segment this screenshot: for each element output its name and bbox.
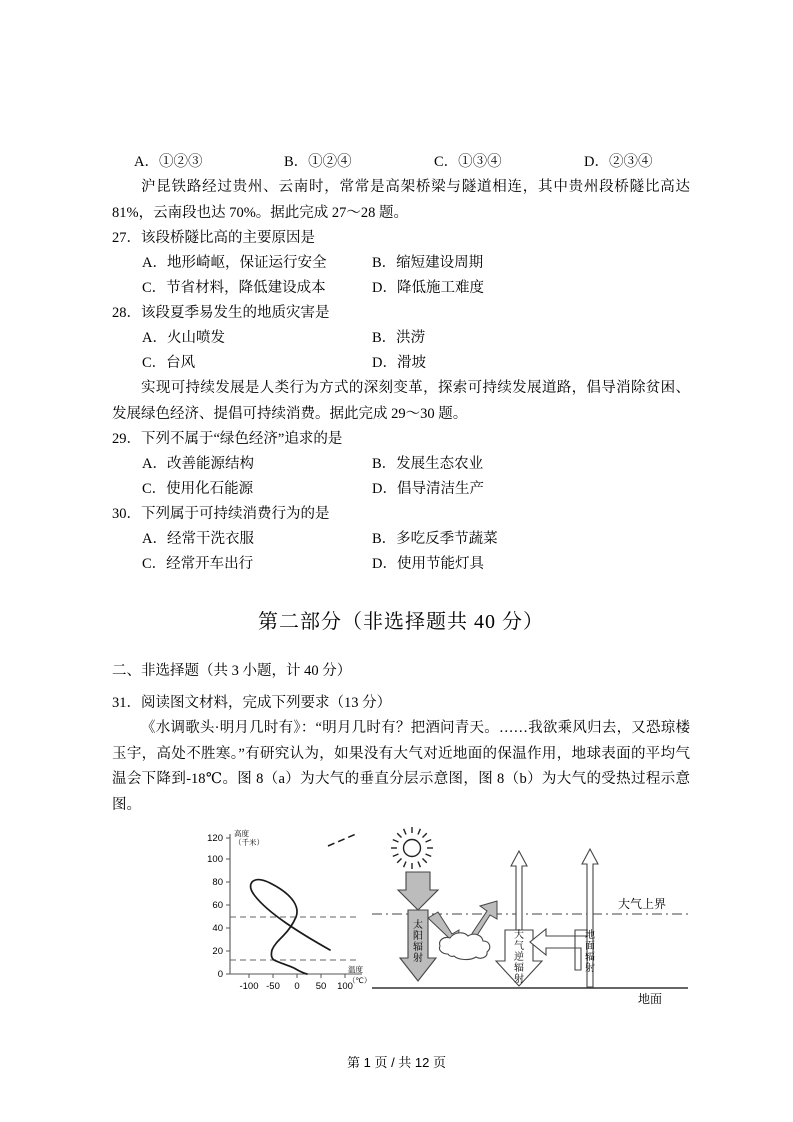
question-28-option-c[interactable]: C．台风: [142, 355, 196, 371]
svg-text:阳: 阳: [413, 931, 423, 942]
answer-row-previous-question: [112, 150, 690, 175]
svg-text:-50: -50: [266, 981, 280, 992]
svg-text:20: 20: [212, 946, 223, 957]
svg-text:（千米）: （千米）: [234, 838, 264, 847]
question-30-stem: [112, 502, 690, 527]
svg-text:温度: 温度: [348, 965, 363, 974]
question-27-option-c[interactable]: C．节省材料，降低建设成本: [142, 280, 326, 296]
question-30-text: 下列属于可持续消费行为的是: [141, 506, 330, 522]
question-27-option-d[interactable]: D．降低施工难度: [372, 280, 484, 296]
question-30-options-row-2: [112, 552, 690, 577]
svg-text:0: 0: [217, 969, 223, 980]
question-30-option-c[interactable]: C．经常开车出行: [142, 556, 254, 572]
question-27-number: 27．: [112, 230, 141, 246]
question-28-text: 该段夏季易发生的地质灾害是: [141, 305, 330, 321]
y-axis-ticks: [226, 838, 230, 974]
svg-text:气: 气: [514, 941, 524, 952]
svg-text:太: 太: [413, 920, 423, 931]
page-content: [112, 150, 690, 1016]
figure-8a-atmosphere-vertical-layers: [190, 826, 370, 1011]
svg-text:40: 40: [212, 923, 223, 934]
question-29-options-row-2: [112, 477, 690, 502]
question-27-stem: [112, 226, 690, 251]
part-two-title: 第二部分（非选择题共 40 分）: [258, 611, 544, 633]
svg-text:60: 60: [212, 900, 223, 911]
ground-label: 地面: [638, 992, 663, 1006]
question-29-stem: [112, 427, 690, 452]
question-28-option-d[interactable]: D．滑坡: [372, 355, 426, 371]
question-29-text: 下列不属于“绿色经济”追求的是: [141, 431, 343, 447]
svg-text:120: 120: [207, 833, 223, 844]
svg-text:高度: 高度: [234, 829, 249, 838]
svg-text:面: 面: [585, 941, 595, 952]
question-30-number: 30．: [112, 506, 141, 522]
svg-text:射: 射: [585, 963, 595, 974]
question-31-body: 《水调歌头·明月几时有》：“明月几时有？把酒问青天。……我欲乘风归去，又恐琼楼玉宇，高处不胜寒。”有研究认为，如果没有大气对近地面的保温作用，地球表面的平均气温会下降到-18℃。图 8（a）为大气的垂直分层示意图，图 8（b）为大气的受热过程示意图。: [112, 720, 690, 813]
answer-option-a[interactable]: A．①②③: [134, 154, 203, 170]
question-29-option-b[interactable]: B．发展生态农业: [372, 456, 484, 472]
svg-text:射: 射: [514, 974, 524, 985]
svg-text:辐: 辐: [514, 963, 524, 974]
section-heading-non-choice: 二、非选择题（共 3 小题，计 40 分）: [112, 663, 352, 679]
figure-8-group: [112, 826, 690, 1016]
passage-27-28: 沪昆铁路经过贵州、云南时，常常是高架桥梁与隧道相连，其中贵州段桥隧比高达 81%，云南段也达 70%。据此完成 27～28 题。: [112, 179, 690, 221]
svg-text:辐: 辐: [585, 952, 595, 963]
y-axis-tick-labels: [207, 833, 223, 980]
y-axis-title: [234, 828, 264, 847]
svg-text:辐: 辐: [413, 942, 423, 953]
question-29-option-d[interactable]: D．倡导清洁生产: [372, 481, 484, 497]
svg-text:（℃）: （℃）: [348, 976, 370, 985]
svg-text:-100: -100: [239, 981, 259, 992]
question-27-options-row-2: [112, 276, 690, 301]
question-30-option-b[interactable]: B．多吃反季节蔬菜: [372, 531, 498, 547]
page-footer: [0, 1052, 793, 1071]
atmospheric-counter-radiation-label: [514, 928, 524, 985]
question-27-option-b[interactable]: B．缩短建设周期: [372, 255, 484, 271]
svg-text:射: 射: [413, 953, 423, 964]
question-28-option-a[interactable]: A．火山喷发: [142, 330, 225, 346]
question-29-options-row-1: [112, 452, 690, 477]
question-29-option-a[interactable]: A．改善能源结构: [142, 456, 254, 472]
temperature-profile-dashed-extension: [328, 834, 356, 846]
question-29-number: 29．: [112, 431, 141, 447]
figure-8b-svg: [370, 826, 690, 1011]
question-27-option-a[interactable]: A．地形崎岖，保证运行安全: [142, 255, 327, 271]
svg-text:100: 100: [337, 981, 353, 992]
svg-text:地: 地: [585, 930, 595, 941]
question-27-text: 该段桥隧比高的主要原因是: [141, 230, 315, 246]
footer-page-label: 第 1 页 / 共 12 页: [347, 1055, 446, 1070]
question-30-options-row-1: [112, 527, 690, 552]
answer-option-b[interactable]: B．①②④: [284, 154, 352, 170]
question-30-option-a[interactable]: A．经常干洗衣服: [142, 531, 254, 547]
svg-text:逆: 逆: [514, 952, 524, 963]
ground-radiation-label: [585, 928, 595, 974]
question-27-options-row-1: [112, 251, 690, 276]
question-29-option-c[interactable]: C．使用化石能源: [142, 481, 254, 497]
answer-option-c[interactable]: C．①③④: [434, 154, 502, 170]
passage-29-30: 实现可持续发展是人类行为方式的深刻变革，探索可持续发展道路，倡导消除贫困、发展绿色经济、提倡可持续消费。据此完成 29～30 题。: [112, 380, 690, 422]
atmosphere-top-label: 大气上界: [618, 897, 667, 911]
question-28-option-b[interactable]: B．洪涝: [372, 330, 426, 346]
question-28-number: 28．: [112, 305, 141, 321]
svg-text:0: 0: [294, 981, 300, 992]
svg-text:80: 80: [212, 877, 223, 888]
svg-text:50: 50: [315, 981, 327, 992]
question-28-stem: [112, 301, 690, 326]
spacer: [112, 684, 690, 691]
svg-text:100: 100: [207, 854, 223, 865]
x-axis-ticks: [249, 974, 345, 978]
question-28-options-row-2: [112, 351, 690, 376]
answer-option-d[interactable]: D．②③④: [584, 154, 653, 170]
question-30-option-d[interactable]: D．使用节能灯具: [372, 556, 484, 572]
x-axis-tick-labels: [239, 981, 352, 992]
cloud-icon: [439, 933, 489, 960]
question-31-title: 31．阅读图文材料，完成下列要求（13 分）: [112, 695, 392, 711]
question-28-options-row-1: [112, 326, 690, 351]
solar-radiation-label: [413, 918, 423, 964]
svg-text:大: 大: [514, 930, 524, 941]
figure-8a-svg: [190, 826, 370, 1011]
sun-icon: [391, 827, 433, 869]
figure-8b-atmosphere-heating-process: [370, 826, 690, 1011]
